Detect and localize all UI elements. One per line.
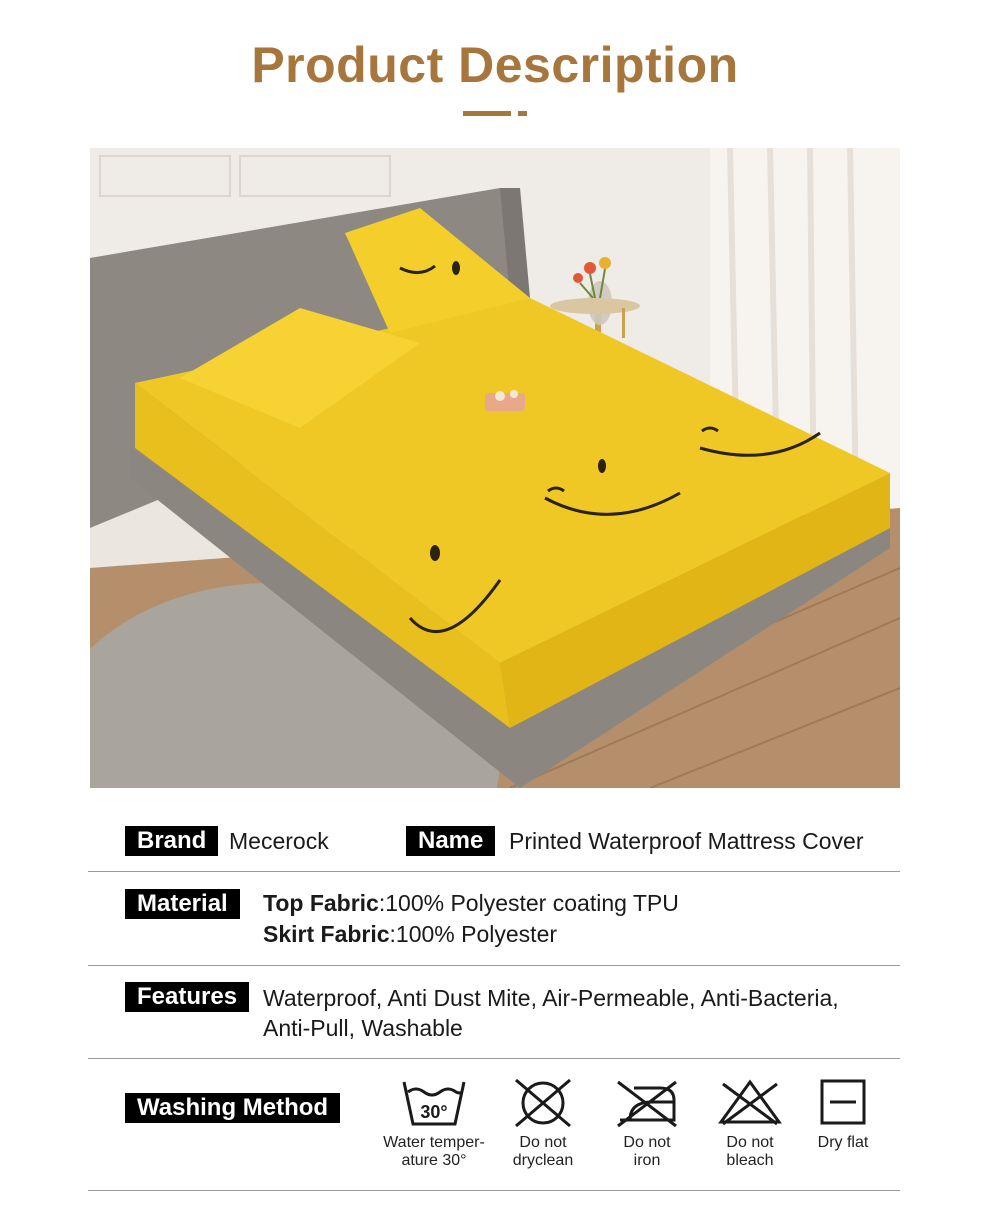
name-label: Name (406, 826, 495, 856)
wash-30-icon (399, 1078, 469, 1128)
wash-caption-line2: ature 30° (401, 1152, 467, 1169)
no-bleach-icon (715, 1078, 785, 1128)
skirt-fabric-value: :100% Polyester (389, 921, 558, 947)
wash-caption-line2: dryclean (512, 1152, 574, 1169)
wash-item-dryclean (483, 1078, 603, 1170)
dry-flat-icon (808, 1078, 878, 1128)
name-value: Printed Waterproof Mattress Cover (509, 828, 864, 854)
wash-caption-line1: Do not (623, 1134, 671, 1151)
material-top-line (263, 888, 679, 918)
material-skirt-line (263, 919, 557, 949)
skirt-fabric-label: Skirt Fabric (263, 921, 390, 947)
divider (88, 1190, 900, 1191)
wash-item-iron (587, 1078, 707, 1170)
wash-caption-line2: iron (633, 1152, 661, 1169)
page-title: Product Description (251, 37, 739, 93)
title-underline-dot (518, 111, 527, 116)
wash-temp-badge: 30° (420, 1102, 448, 1122)
no-iron-icon (612, 1078, 682, 1128)
brand-value: Mecerock (229, 828, 329, 854)
washing-label: Washing Method (125, 1093, 340, 1123)
divider (88, 1058, 900, 1059)
product-photo (90, 148, 900, 788)
top-fabric-label: Top Fabric (263, 890, 379, 916)
wash-caption-line1: Do not (726, 1134, 774, 1151)
material-label: Material (125, 889, 240, 919)
wash-caption-line1: Water temper- (383, 1134, 485, 1151)
features-label: Features (125, 982, 249, 1012)
wash-caption-line1: Dry flat (817, 1134, 869, 1151)
no-dryclean-icon (508, 1078, 578, 1128)
wash-caption-line2: bleach (726, 1152, 774, 1169)
brand-label: Brand (125, 826, 218, 856)
wash-caption-line1: Do not (519, 1134, 567, 1151)
title-underline (463, 111, 511, 116)
top-fabric-value: :100% Polyester coating TPU (378, 890, 679, 916)
divider (88, 871, 900, 872)
divider (88, 965, 900, 966)
wash-item-dry-flat (783, 1078, 903, 1152)
features-line-2: Anti-Pull, Washable (263, 1015, 463, 1041)
wash-item-30 (374, 1078, 494, 1170)
features-line-1: Waterproof, Anti Dust Mite, Air-Permeable, Anti-Bacteria, (263, 985, 839, 1011)
